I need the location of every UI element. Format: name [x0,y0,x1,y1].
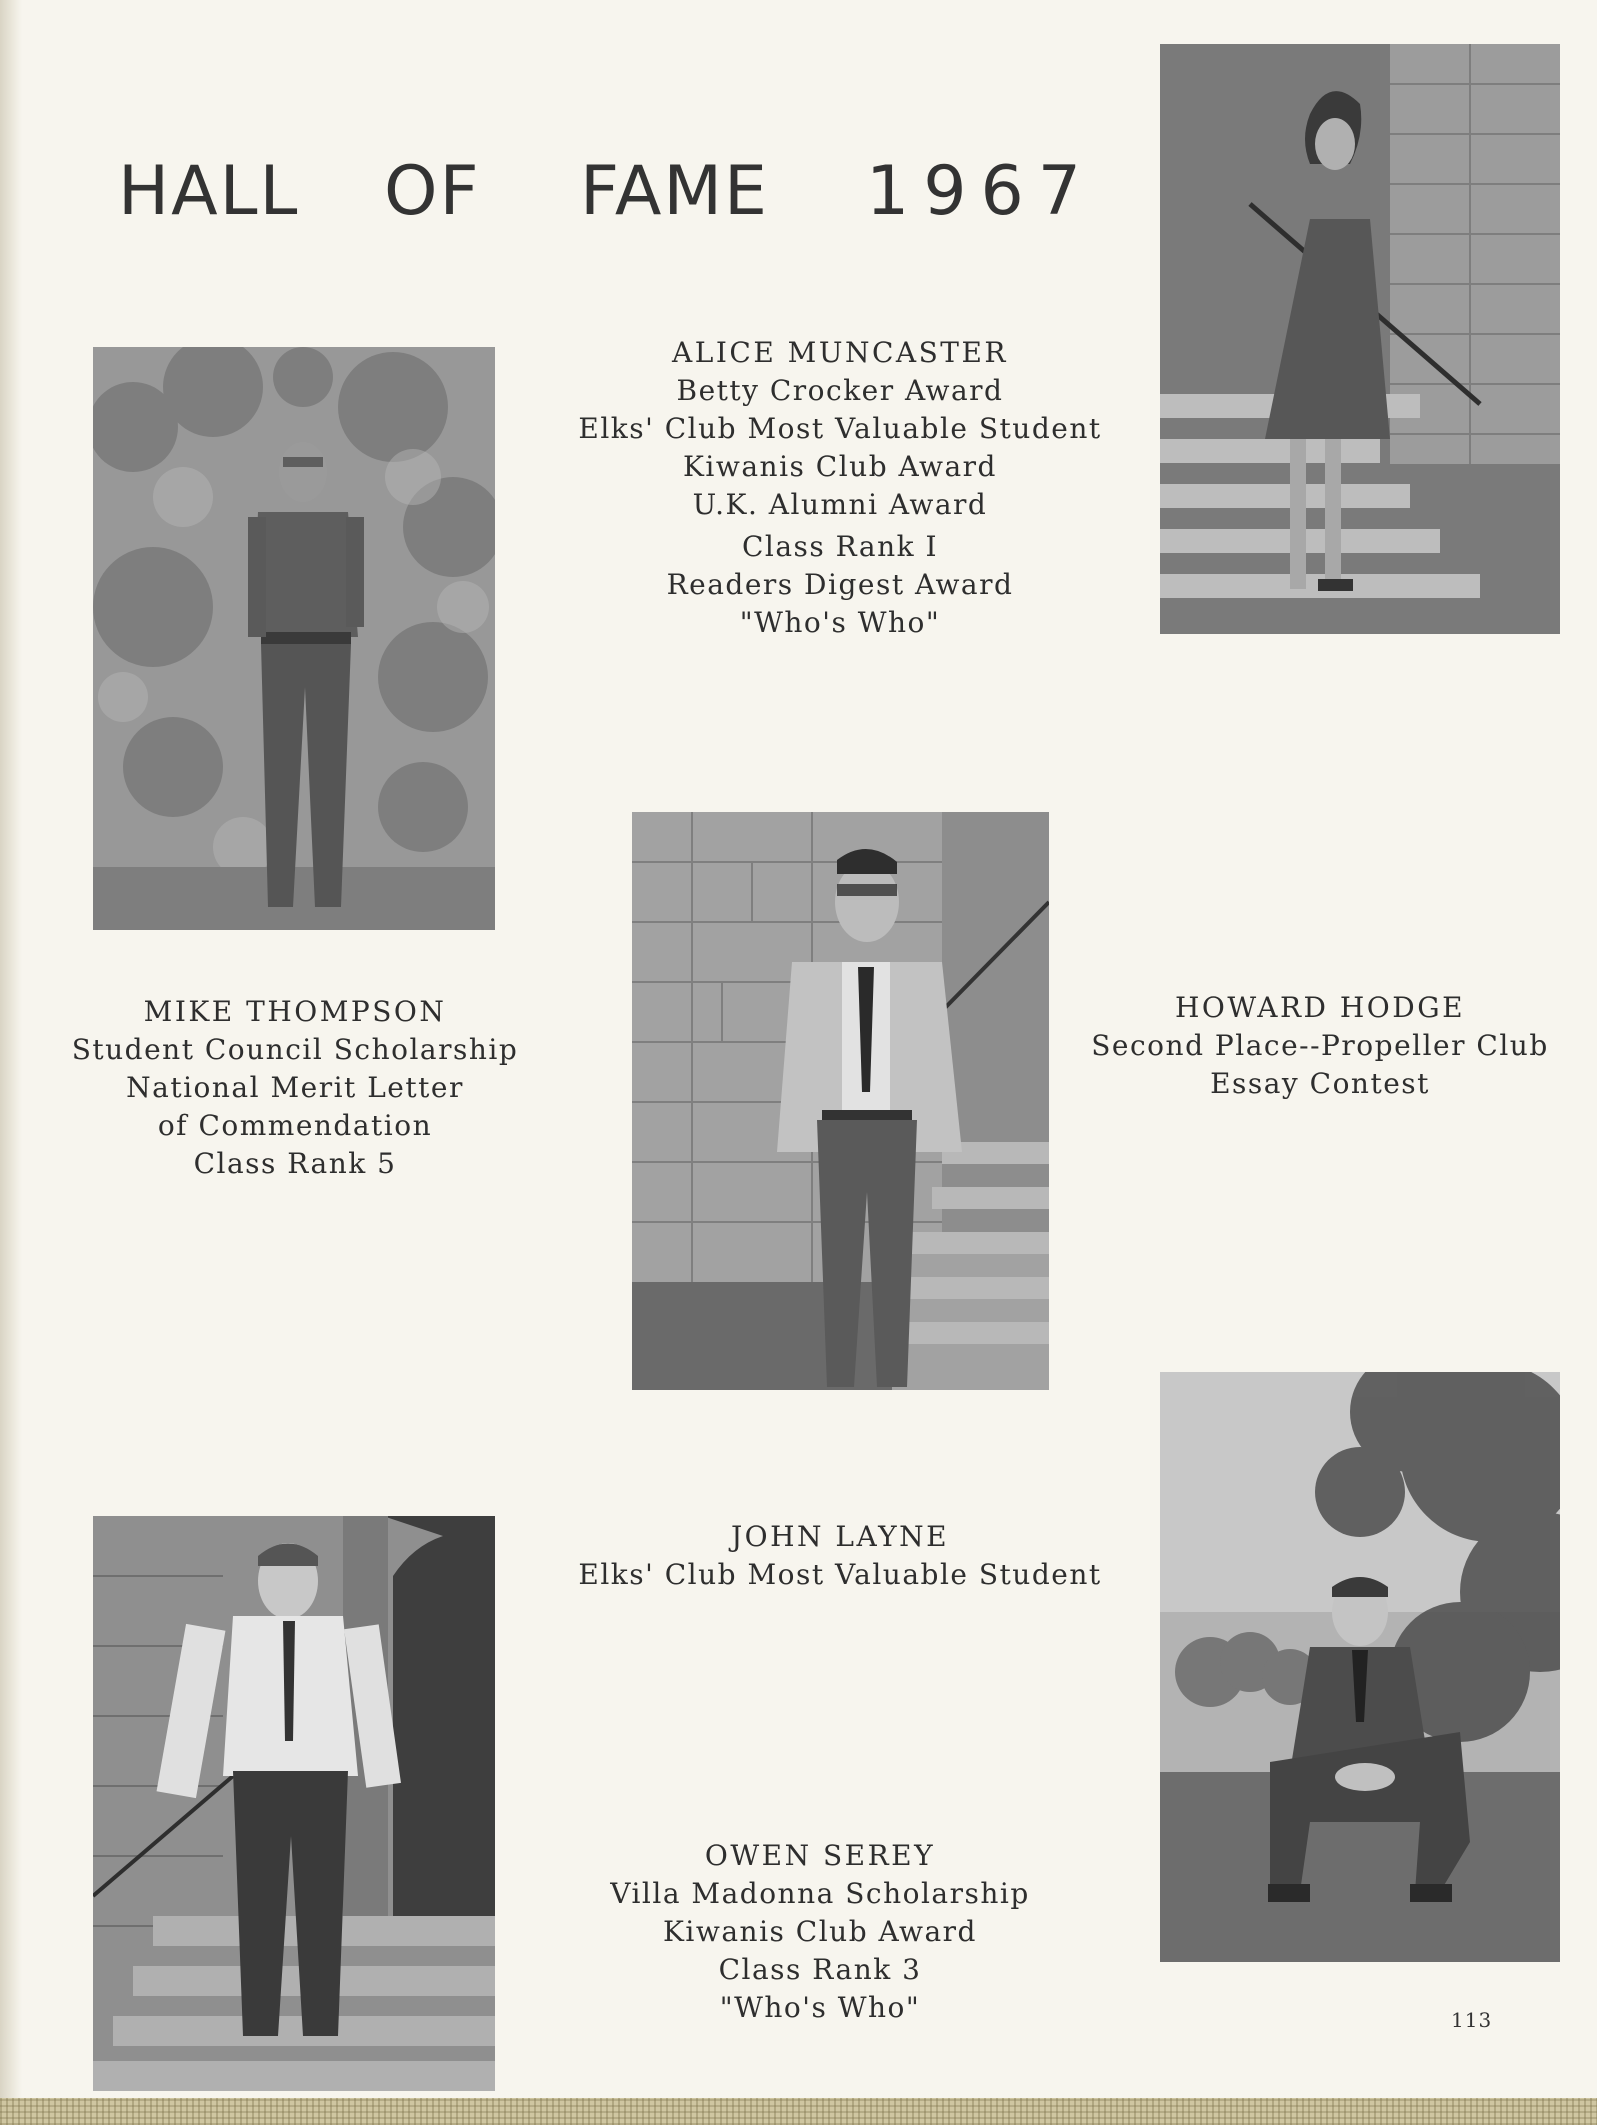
award-line: Student Council Scholarship [71,1033,519,1066]
honoree-name-mike: MIKE THOMPSON [143,995,447,1028]
photo-alice-muncaster [1160,44,1560,634]
award-line: Villa Madonna Scholarship [610,1877,1030,1910]
award-line: Elks' Club Most Valuable Student [578,412,1102,445]
title-word-of: OF [384,152,481,231]
title-word-fame: FAME [580,152,770,231]
award-line: Class Rank I [741,530,939,563]
award-line: Class Rank 3 [718,1953,922,1986]
caption-owen-serey [560,1837,1080,2027]
photo-howard-hodge [632,812,1049,1390]
caption-mike-thompson [55,993,535,1183]
honoree-name-john: JOHN LAYNE [730,1520,950,1553]
title-word-year: 1967 [866,152,1096,231]
award-line: U.K. Alumni Award [692,488,988,521]
award-line: Kiwanis Club Award [683,450,997,483]
caption-howard-hodge [1060,989,1580,1103]
page-bottom-edge [0,2098,1597,2125]
page-binding-edge [0,0,22,2098]
award-line: "Who's Who" [739,606,941,639]
honoree-name-howard: HOWARD HODGE [1174,991,1466,1024]
award-line: Elks' Club Most Valuable Student [578,1558,1102,1591]
photo-mike-thompson [93,347,495,930]
award-line: Essay Contest [1210,1067,1430,1100]
photo-john-layne [93,1516,495,2091]
title-word-hall: HALL [118,152,300,231]
award-line: Second Place--Propeller Club [1091,1029,1549,1062]
page-number: 113 [1451,2008,1493,2032]
photo-owen-serey [1160,1372,1560,1962]
honoree-name-owen: OWEN SEREY [704,1839,936,1872]
award-line: of Commendation [157,1109,433,1142]
award-line: Readers Digest Award [666,568,1014,601]
caption-alice-muncaster [540,334,1140,642]
award-line: National Merit Letter [126,1071,464,1104]
caption-john-layne [545,1518,1135,1594]
award-line: "Who's Who" [719,1991,921,2024]
honoree-name-alice: ALICE MUNCASTER [672,336,1008,369]
award-line: Betty Crocker Award [676,374,1004,407]
award-line: Class Rank 5 [193,1147,397,1180]
award-line: Kiwanis Club Award [663,1915,977,1948]
